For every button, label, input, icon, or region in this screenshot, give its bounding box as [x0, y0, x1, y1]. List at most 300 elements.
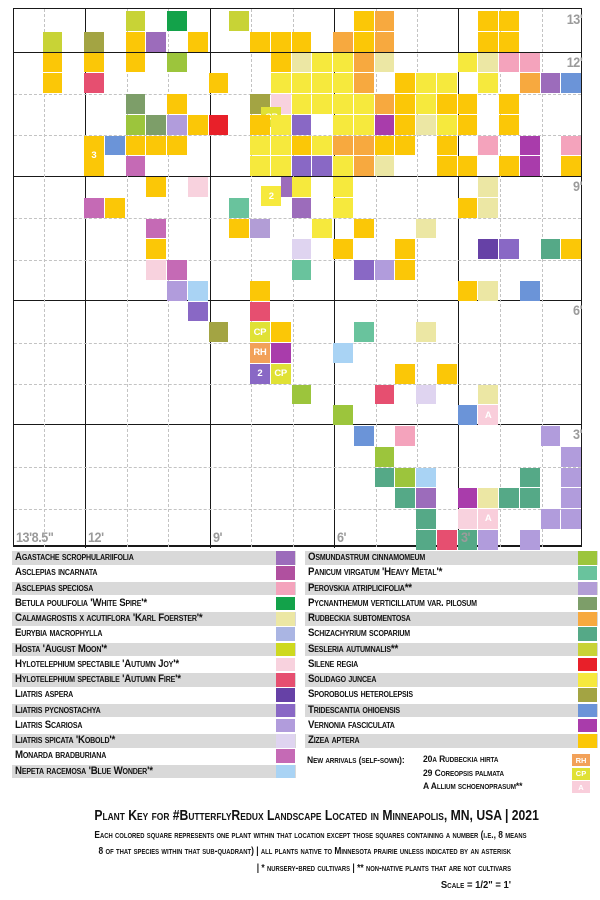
plant-square: [375, 260, 395, 280]
plant-square: 3: [84, 136, 104, 177]
legend-plant-name: Monarda bradburiana: [15, 749, 107, 762]
plant-square: [146, 260, 166, 280]
footer: [15, 808, 539, 891]
plant-square: [541, 73, 561, 93]
legend-plant-name: Schizachyrium scoparium: [308, 627, 410, 640]
plant-square: [395, 488, 415, 508]
plant-square: [437, 530, 457, 550]
plant-square: [395, 115, 415, 135]
plant-square: [271, 343, 291, 363]
legend-plant-name: Panicum virgatum 'Heavy Metal'*: [308, 566, 443, 579]
plant-square: [541, 426, 561, 446]
plant-square: [292, 177, 312, 197]
legend-item: [305, 704, 598, 718]
plant-square: [354, 115, 374, 135]
plant-square: [416, 73, 436, 93]
legend-color-swatch: [276, 688, 295, 702]
plant-square: [271, 136, 291, 156]
new-arrival-text: A Allium schoenoprasum**: [423, 781, 523, 792]
plant-square: [561, 468, 581, 488]
legend-color-swatch: [276, 734, 295, 748]
legend-plant-name: Rudbeckia subtomentosa: [308, 612, 411, 624]
grid-dashed-horizontal: [14, 218, 581, 219]
plant-square: [292, 198, 312, 218]
plant-square: [354, 53, 374, 73]
plant-square: [458, 281, 478, 301]
plant-square: [437, 156, 457, 176]
footer-note-line-3: | * nursery-bred cultivars | ** non-native plants that are not cultivars: [256, 862, 511, 874]
plant-square: [437, 115, 457, 135]
plant-square: [458, 405, 478, 425]
legend-color-swatch: [276, 582, 295, 596]
plant-square: [375, 32, 395, 52]
plant-square: [499, 53, 519, 73]
plant-square: [188, 115, 208, 135]
plant-square: [478, 239, 498, 259]
plant-square: [478, 198, 498, 218]
plant-square: [458, 509, 478, 529]
plant-square: [333, 156, 353, 176]
legend-color-swatch: [578, 597, 597, 611]
plant-square: [126, 115, 146, 135]
plant-square: [333, 177, 353, 197]
plant-square: [375, 385, 395, 405]
plant-square: [333, 32, 353, 52]
plant-square: [478, 488, 498, 508]
legend-item: [12, 597, 296, 611]
legend-color-swatch: [276, 658, 295, 672]
plant-square: [520, 488, 540, 508]
legend-column-left: [12, 551, 296, 780]
legend-color-swatch: [578, 704, 597, 718]
plant-square: [271, 73, 291, 93]
plant-square: [499, 94, 519, 114]
plant-square: [375, 53, 395, 73]
plant-square: [146, 136, 166, 156]
plant-square: CP: [271, 364, 291, 384]
legend-color-swatch: [578, 719, 597, 733]
map-bottom-label: 3': [461, 529, 471, 545]
legend-plant-name: Silene regia: [308, 657, 359, 670]
grid-dashed-horizontal: [14, 467, 581, 468]
plant-square: [250, 115, 270, 135]
plant-square: [292, 32, 312, 52]
plant-square: [84, 73, 104, 93]
legend-color-swatch: [276, 612, 295, 626]
plant-square: [312, 219, 332, 239]
legend-color-swatch: [276, 643, 295, 657]
plant-square: [416, 468, 436, 488]
plant-square: [478, 281, 498, 301]
plant-square: [437, 364, 457, 384]
plant-square: [292, 260, 312, 280]
plant-square: [458, 115, 478, 135]
footer-note-line-1: Each colored square represents one plant within that location except those squares containing a number (i.e., 8 means: [94, 829, 527, 841]
legend-item: [305, 597, 598, 611]
legend-plant-name: Perovskia atriplicifolia**: [308, 581, 412, 594]
plant-square: [250, 156, 270, 176]
plant-square: [209, 73, 229, 93]
new-arrival-swatch: CP: [572, 768, 590, 780]
plant-square: RH: [250, 343, 270, 363]
plant-square: [416, 530, 436, 550]
plant-square: [416, 94, 436, 114]
plant-square: [499, 11, 519, 31]
plant-square: [395, 239, 415, 259]
plant-square: [167, 94, 187, 114]
legend-color-swatch: [578, 612, 597, 626]
plant-square: [126, 94, 146, 114]
plant-square: [520, 136, 540, 156]
plant-square: [354, 322, 374, 342]
plant-square: [437, 73, 457, 93]
plant-square: [126, 53, 146, 73]
legend-item: [12, 719, 296, 733]
legend-plant-name: Tridescantia ohioensis: [308, 703, 400, 716]
legend-plant-name: Betula poulifolia 'White Spire'*: [15, 596, 147, 609]
legend-item: [12, 734, 296, 748]
legend-item: [12, 765, 296, 779]
plant-square: [333, 343, 353, 363]
plant-square: [354, 156, 374, 176]
legend-plant-name: Liatris Scariosa: [15, 718, 83, 731]
legend-color-swatch: [578, 582, 597, 596]
plant-square: [354, 73, 374, 93]
legend-item: [305, 643, 598, 657]
legend-plant-name: Zizea aptera: [308, 734, 360, 746]
legend-color-swatch: [276, 551, 295, 565]
new-arrival-item: [423, 768, 598, 781]
plant-square: [167, 53, 187, 73]
plant-square: [167, 260, 187, 280]
legend-item: [305, 688, 598, 702]
plant-square: [146, 115, 166, 135]
plant-square: 2: [250, 364, 270, 384]
new-arrivals-label: New arrivals (self-sown):: [307, 755, 405, 766]
legend-color-swatch: [578, 643, 597, 657]
plant-square: [520, 73, 540, 93]
plant-square: [167, 136, 187, 156]
legend-color-swatch: [578, 627, 597, 641]
legend-color-swatch: [276, 673, 295, 687]
plant-square: [146, 177, 166, 197]
plant-square: [416, 219, 436, 239]
plant-square: [561, 488, 581, 508]
plant-square: [375, 468, 395, 488]
legend-item: [12, 612, 296, 626]
plant-square: [292, 73, 312, 93]
plant-square: [437, 94, 457, 114]
legend-plant-name: Liatris aspera: [15, 688, 74, 701]
plant-square: [520, 281, 540, 301]
plant-square: [312, 156, 332, 176]
legend-plant-name: Liatris pycnostachya: [15, 703, 101, 716]
legend-color-swatch: [578, 688, 597, 702]
new-arrival-swatch: RH: [572, 754, 590, 766]
plant-square: [167, 11, 187, 31]
plant-square: [43, 32, 63, 52]
legend-plant-name: Hylotelephium spectabile 'Autumn Joy'*: [15, 657, 179, 670]
plant-square: [395, 73, 415, 93]
map-row-label: 13': [566, 11, 582, 27]
plant-square: [188, 281, 208, 301]
plant-square: [271, 53, 291, 73]
map-bottom-label: 9': [213, 529, 223, 545]
plant-square: [520, 468, 540, 488]
legend-plant-name: Hylotelephium spectabile 'Autumn Fire'*: [15, 673, 181, 685]
legend-item: [305, 627, 598, 641]
plant-square: [395, 136, 415, 156]
legend-item: [12, 551, 296, 565]
plant-square: [333, 136, 353, 156]
plant-square: [333, 198, 353, 218]
plant-square: [354, 11, 374, 31]
plant-square: [292, 115, 312, 135]
legend-item: [305, 612, 598, 626]
plant-square: [354, 426, 374, 446]
plant-square: [188, 32, 208, 52]
map-bottom-label: 13'8.5": [16, 529, 54, 545]
plant-square: [250, 219, 270, 239]
legend-item: [12, 627, 296, 641]
plant-square: [478, 32, 498, 52]
plant-square: [333, 94, 353, 114]
plant-square: [354, 94, 374, 114]
new-arrival-text: 20a Rudbeckia hirta: [423, 754, 499, 765]
plant-square: [499, 488, 519, 508]
new-arrival-item: [423, 781, 598, 794]
plant-square: [354, 32, 374, 52]
legend-color-swatch: [276, 704, 295, 718]
plant-square: [292, 239, 312, 259]
plant-square: [395, 260, 415, 280]
plant-square: [126, 32, 146, 52]
plant-square: [229, 11, 249, 31]
plant-square: [478, 177, 498, 197]
map-row-label: 12': [566, 54, 582, 70]
legend-color-swatch: [578, 673, 597, 687]
plant-square: A: [478, 405, 498, 425]
footer-note-line-2: 8 of that species within that sub-quadrant) | all plants native to Minnesota prairie unless indicated by an asterisk: [98, 846, 512, 857]
plant-square: [395, 468, 415, 488]
plant-square: [499, 115, 519, 135]
legend-plant-name: Pycnanthemum verticillatum var. pilosum: [308, 596, 477, 609]
plant-square: [354, 260, 374, 280]
plant-square: [188, 302, 208, 322]
plant-square: [312, 94, 332, 114]
legend-item: [305, 658, 598, 672]
plant-square: [84, 53, 104, 73]
legend-plant-name: Sesleria autumnalis**: [308, 642, 399, 655]
plant-square: [126, 156, 146, 176]
legend-item: [12, 688, 296, 702]
plant-square: [209, 115, 229, 135]
plant-square: [416, 115, 436, 135]
plant-square: [333, 73, 353, 93]
plant-square: [478, 73, 498, 93]
plant-square: [146, 32, 166, 52]
plant-square: [188, 177, 208, 197]
plant-square: [333, 405, 353, 425]
plant-square: [478, 53, 498, 73]
legend-plant-name: Hosta 'August Moon'*: [15, 642, 107, 655]
map-row-label: 6': [572, 302, 582, 318]
plant-square: [375, 136, 395, 156]
plant-square: [478, 136, 498, 156]
legend-item: [12, 566, 296, 580]
plant-square: [561, 509, 581, 529]
legend-color-swatch: [276, 566, 295, 580]
legend-plant-name: Liatris spicata 'Kobold'*: [15, 734, 116, 746]
plant-square: [292, 53, 312, 73]
legend-item: [305, 719, 598, 733]
plant-square: [395, 94, 415, 114]
legend-item: [305, 582, 598, 596]
plant-square: [271, 156, 291, 176]
legend-color-swatch: [276, 765, 295, 779]
plant-square: [146, 239, 166, 259]
legend-plant-name: Osmundastrum cinnamomeum: [308, 551, 426, 563]
plant-square: [312, 136, 332, 156]
legend-item: [305, 673, 598, 687]
plant-square: [437, 136, 457, 156]
plant-square: [375, 94, 395, 114]
plant-square: [43, 53, 63, 73]
legend-color-swatch: [276, 749, 295, 763]
legend-plant-name: Agastache scrophulariifolia: [15, 551, 134, 563]
legend-item: [305, 734, 598, 748]
plant-square: [478, 385, 498, 405]
plant-square: [375, 11, 395, 31]
legend-column-right: [305, 551, 598, 749]
plant-square: [478, 11, 498, 31]
new-arrival-item: [423, 754, 598, 767]
plant-square: [375, 447, 395, 467]
plant-square: [416, 488, 436, 508]
legend-item: [12, 704, 296, 718]
plant-square: [520, 530, 540, 550]
plant-square: [126, 136, 146, 156]
plant-square: [333, 115, 353, 135]
plant-square: [395, 426, 415, 446]
plant-square: [250, 302, 270, 322]
plant-square: [271, 32, 291, 52]
plant-square: [541, 509, 561, 529]
plant-square: [416, 509, 436, 529]
plant-square: [43, 73, 63, 93]
plant-square: [499, 239, 519, 259]
poster-title: Plant Key for #ButterflyRedux Landscape Located in Minneapolis, MN, USA | 2021: [94, 808, 539, 824]
map-bottom-label: 6': [337, 529, 347, 545]
plant-square: [561, 136, 581, 156]
plant-square: [229, 198, 249, 218]
plant-square: [375, 115, 395, 135]
legend-color-swatch: [578, 734, 597, 748]
legend-color-swatch: [578, 551, 597, 565]
plant-square: [499, 32, 519, 52]
legend-color-swatch: [276, 597, 295, 611]
grid-dashed-horizontal: [14, 343, 581, 344]
map-bottom-label: 12': [88, 529, 104, 545]
plant-square: [84, 32, 104, 52]
new-arrival-text: 29 Coreopsis palmata: [423, 767, 504, 779]
legend-plant-name: Solidago juncea: [308, 673, 377, 685]
plant-square: [354, 136, 374, 156]
legend-item: [12, 749, 296, 763]
plant-square: [167, 115, 187, 135]
plant-square: [561, 156, 581, 176]
legend-item: [305, 566, 598, 580]
legend-item: [12, 582, 296, 596]
plant-square: [292, 136, 312, 156]
plant-square: [312, 53, 332, 73]
legend-plant-name: Asclepias speciosa: [15, 581, 94, 594]
plant-square: [499, 156, 519, 176]
plant-square: [541, 239, 561, 259]
plant-square: [375, 156, 395, 176]
plant-square: [229, 219, 249, 239]
plant-square: [312, 73, 332, 93]
plant-square: [250, 32, 270, 52]
plant-square: [416, 385, 436, 405]
legend-plant-name: Asclepias incarnata: [15, 566, 98, 579]
legend-color-swatch: [276, 627, 295, 641]
legend-item: [12, 673, 296, 687]
plant-square: [395, 364, 415, 384]
plant-square: [250, 136, 270, 156]
legend-plant-name: Nepeta racemosa 'Blue Wonder'*: [15, 764, 153, 777]
legend-item: [12, 658, 296, 672]
plant-square: [458, 488, 478, 508]
plant-square: [271, 322, 291, 342]
legend-plant-name: Vernonia fasciculata: [308, 718, 395, 731]
plant-square: [561, 73, 581, 93]
plant-square: [561, 239, 581, 259]
plant-square: [354, 219, 374, 239]
legend-color-swatch: [578, 658, 597, 672]
plant-square: [292, 156, 312, 176]
plant-square: [292, 385, 312, 405]
plant-square: A: [478, 509, 498, 529]
scale-note: Scale = 1/2" = 1': [440, 878, 511, 891]
plant-square: [520, 156, 540, 176]
plant-square: [458, 94, 478, 114]
plant-square: CP: [250, 322, 270, 342]
plant-square: [84, 198, 104, 218]
plant-square: [561, 447, 581, 467]
plant-square: [520, 53, 540, 73]
legend-color-swatch: [276, 719, 295, 733]
legend-color-swatch: [578, 566, 597, 580]
plant-square: [209, 322, 229, 342]
plant-square: [126, 11, 146, 31]
plant-square: [478, 530, 498, 550]
legend-plant-name: Eurybia macrophylla: [15, 627, 103, 640]
plant-square: [250, 281, 270, 301]
plant-square: [146, 219, 166, 239]
legend-item: [12, 643, 296, 657]
plant-square: [333, 53, 353, 73]
legend-item: [305, 551, 598, 565]
plant-square: [333, 239, 353, 259]
plant-square: [271, 115, 291, 135]
plant-square: [105, 136, 125, 156]
plant-square: [458, 53, 478, 73]
legend-plant-name: Sporobolus heterolepsis: [308, 688, 413, 701]
legend-plant-name: Calamagrostis x acutiflora 'Karl Foerster'*: [15, 612, 203, 624]
plant-square: [458, 198, 478, 218]
plant-square: [458, 156, 478, 176]
